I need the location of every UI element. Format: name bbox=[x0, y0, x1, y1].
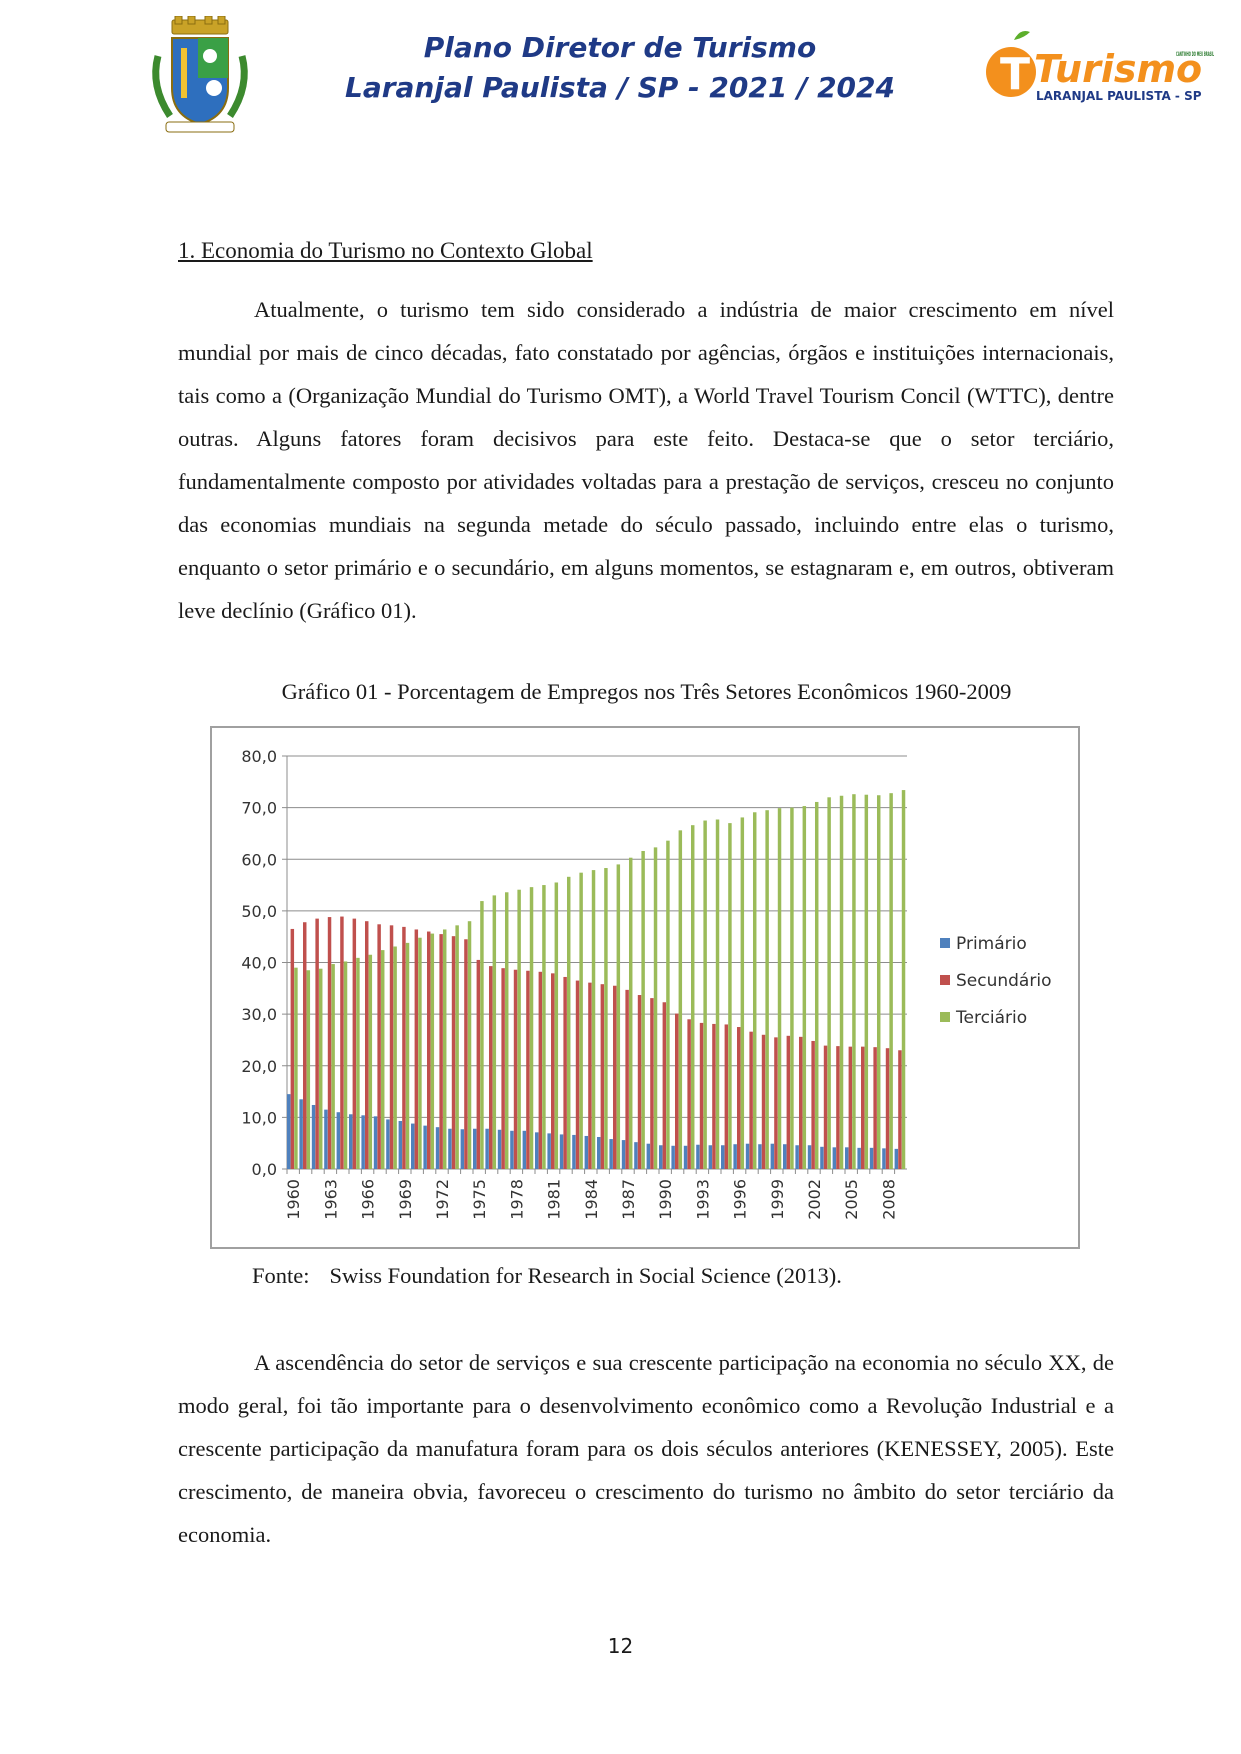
x-tick-label: 2008 bbox=[879, 1179, 899, 1220]
bar-terciário bbox=[319, 969, 322, 1169]
bar-terciário bbox=[294, 968, 297, 1169]
bar-primário bbox=[709, 1145, 712, 1169]
bar-primário bbox=[547, 1133, 550, 1169]
logo-place: LARANJAL PAULISTA - SP bbox=[1036, 89, 1202, 103]
bar-secundário bbox=[811, 1041, 814, 1169]
bar-secundário bbox=[712, 1024, 715, 1169]
legend-label: Terciário bbox=[956, 1008, 1028, 1028]
bar-terciário bbox=[517, 890, 520, 1169]
chart-source bbox=[252, 1263, 842, 1289]
bar-secundário bbox=[849, 1047, 852, 1169]
bar-primário bbox=[833, 1147, 836, 1169]
bar-secundário bbox=[526, 971, 529, 1169]
legend-swatch-secundário bbox=[940, 975, 950, 985]
bar-secundário bbox=[601, 984, 604, 1169]
bar-terciário bbox=[654, 847, 657, 1169]
x-tick-label: 1966 bbox=[358, 1179, 378, 1220]
x-tick-label: 2005 bbox=[842, 1179, 862, 1220]
bar-secundário bbox=[824, 1046, 827, 1169]
bar-secundário bbox=[886, 1048, 889, 1169]
bar-secundário bbox=[501, 968, 504, 1169]
bar-terciário bbox=[889, 793, 892, 1169]
bar-primário bbox=[733, 1144, 736, 1169]
bar-terciário bbox=[443, 929, 446, 1169]
bar-terciário bbox=[530, 887, 533, 1169]
bar-primário bbox=[795, 1145, 798, 1169]
bar-primário bbox=[448, 1129, 451, 1169]
bar-terciário bbox=[741, 817, 744, 1169]
bar-secundário bbox=[539, 972, 542, 1169]
bar-primário bbox=[312, 1105, 315, 1169]
x-tick-label: 1978 bbox=[507, 1179, 527, 1220]
bar-terciário bbox=[431, 934, 434, 1169]
bar-secundário bbox=[477, 960, 480, 1169]
bar-primário bbox=[436, 1127, 439, 1169]
section-heading: 1. Economia do Turismo no Contexto Global bbox=[178, 238, 593, 263]
legend-swatch-primário bbox=[940, 938, 950, 948]
bar-primário bbox=[684, 1146, 687, 1169]
document-title bbox=[320, 28, 920, 108]
x-tick-label: 1993 bbox=[693, 1179, 713, 1220]
document-title-line1: Plano Diretor de Turismo bbox=[423, 31, 817, 64]
bar-primário bbox=[882, 1148, 885, 1169]
bar-primário bbox=[696, 1145, 699, 1169]
bar-terciário bbox=[493, 895, 496, 1169]
bar-terciário bbox=[865, 795, 868, 1169]
bar-primário bbox=[399, 1121, 402, 1169]
bar-terciário bbox=[604, 868, 607, 1169]
bar-primário bbox=[485, 1129, 488, 1169]
x-tick-label: 1996 bbox=[730, 1179, 750, 1220]
bar-primário bbox=[671, 1146, 674, 1169]
bar-terciário bbox=[716, 819, 719, 1169]
bar-primário bbox=[808, 1145, 811, 1169]
x-tick-label: 1999 bbox=[767, 1179, 787, 1220]
x-tick-label: 2002 bbox=[805, 1179, 824, 1220]
chart-caption: Gráfico 01 - Porcentagem de Empregos nos Três Setores Econômicos 1960-2009 bbox=[281, 679, 1012, 704]
bar-terciário bbox=[765, 810, 768, 1169]
logo-word: Turismo bbox=[1034, 47, 1203, 91]
bar-primário bbox=[535, 1132, 538, 1169]
bar-terciário bbox=[815, 802, 818, 1169]
bar-secundário bbox=[898, 1050, 901, 1169]
bar-secundário bbox=[340, 917, 343, 1169]
x-tick-label: 1975 bbox=[470, 1179, 490, 1220]
bar-secundário bbox=[675, 1014, 678, 1169]
bar-primário bbox=[820, 1147, 823, 1169]
bar-terciário bbox=[778, 808, 781, 1169]
bar-secundário bbox=[328, 917, 331, 1169]
x-tick-label: 1969 bbox=[395, 1179, 415, 1220]
bar-primário bbox=[647, 1144, 650, 1169]
turismo-logo bbox=[984, 26, 1216, 108]
x-tick-label: 1981 bbox=[544, 1179, 564, 1220]
bar-primário bbox=[287, 1094, 290, 1169]
bar-secundário bbox=[563, 977, 566, 1169]
bar-terciário bbox=[728, 823, 731, 1169]
bar-secundário bbox=[427, 932, 430, 1169]
bar-terciário bbox=[567, 877, 570, 1169]
bar-secundário bbox=[625, 990, 628, 1169]
bar-secundário bbox=[749, 1032, 752, 1169]
y-tick-label: 40,0 bbox=[241, 953, 277, 973]
x-tick-label: 1963 bbox=[321, 1179, 341, 1220]
bar-primário bbox=[510, 1131, 513, 1169]
bar-terciário bbox=[555, 882, 558, 1169]
bar-terciário bbox=[629, 858, 632, 1169]
bar-primário bbox=[349, 1114, 352, 1169]
bar-secundário bbox=[365, 921, 368, 1169]
employment-sector-chart bbox=[212, 728, 1078, 1247]
bar-secundário bbox=[353, 919, 356, 1169]
legend-label: Secundário bbox=[956, 971, 1052, 991]
y-tick-label: 30,0 bbox=[241, 1005, 277, 1025]
legend-swatch-terciário bbox=[940, 1012, 950, 1022]
x-tick-label: 1972 bbox=[433, 1179, 452, 1220]
bar-secundário bbox=[415, 929, 418, 1169]
bar-secundário bbox=[464, 939, 467, 1169]
bar-secundário bbox=[377, 924, 380, 1169]
bar-primário bbox=[758, 1144, 761, 1169]
bar-primário bbox=[857, 1148, 860, 1169]
bar-secundário bbox=[514, 970, 517, 1169]
bar-secundário bbox=[613, 986, 616, 1169]
bar-terciário bbox=[803, 806, 806, 1169]
bar-terciário bbox=[406, 943, 409, 1169]
logo-tagline: CANTINHO DO MEU BRASIL bbox=[1176, 50, 1214, 58]
bar-primário bbox=[721, 1145, 724, 1169]
bar-terciário bbox=[480, 901, 483, 1169]
bar-terciário bbox=[369, 955, 372, 1169]
bar-secundário bbox=[551, 973, 554, 1169]
bar-terciário bbox=[902, 790, 905, 1169]
bar-terciário bbox=[381, 950, 384, 1169]
bar-primário bbox=[498, 1130, 501, 1169]
bar-terciário bbox=[592, 870, 595, 1169]
bar-secundário bbox=[725, 1024, 728, 1169]
x-tick-label: 1987 bbox=[619, 1179, 638, 1220]
bar-secundário bbox=[291, 929, 294, 1169]
bar-secundário bbox=[489, 966, 492, 1169]
bar-primário bbox=[622, 1140, 625, 1169]
bar-terciário bbox=[703, 821, 706, 1169]
y-tick-label: 10,0 bbox=[241, 1108, 277, 1128]
bar-secundário bbox=[452, 936, 455, 1169]
municipal-coat-of-arms bbox=[140, 16, 260, 136]
bar-primário bbox=[659, 1145, 662, 1169]
y-tick-label: 0,0 bbox=[251, 1160, 277, 1179]
bar-primário bbox=[870, 1148, 873, 1169]
bar-terciário bbox=[840, 796, 843, 1169]
y-tick-label: 50,0 bbox=[241, 901, 277, 921]
bar-secundário bbox=[439, 934, 442, 1169]
bar-secundário bbox=[836, 1046, 839, 1169]
bar-primário bbox=[572, 1135, 575, 1169]
bar-secundário bbox=[303, 922, 306, 1169]
bar-terciário bbox=[877, 795, 880, 1169]
bar-primário bbox=[386, 1119, 389, 1169]
bar-secundário bbox=[700, 1023, 703, 1169]
bar-secundário bbox=[638, 995, 641, 1169]
bar-secundário bbox=[762, 1035, 765, 1169]
source-text: Swiss Foundation for Research in Social Science (2013). bbox=[329, 1263, 842, 1288]
bar-terciário bbox=[641, 851, 644, 1169]
bar-primário bbox=[473, 1129, 476, 1169]
bar-primário bbox=[461, 1129, 464, 1169]
document-title-line2: Laranjal Paulista / SP - 2021 / 2024 bbox=[344, 71, 896, 104]
bar-primário bbox=[411, 1124, 414, 1169]
x-tick-label: 1990 bbox=[656, 1179, 676, 1220]
leaf-icon bbox=[1014, 31, 1030, 40]
bar-primário bbox=[634, 1142, 637, 1169]
bar-secundário bbox=[588, 983, 591, 1169]
source-label: Fonte: bbox=[252, 1263, 310, 1288]
bar-primário bbox=[746, 1144, 749, 1169]
bar-secundário bbox=[663, 1002, 666, 1169]
bar-primário bbox=[324, 1110, 327, 1169]
bar-secundário bbox=[774, 1037, 777, 1169]
bar-secundário bbox=[576, 981, 579, 1169]
bar-terciário bbox=[331, 964, 334, 1169]
chart-frame bbox=[210, 726, 1080, 1249]
bar-primário bbox=[771, 1144, 774, 1169]
legend-label: Primário bbox=[956, 934, 1027, 954]
bar-terciário bbox=[307, 970, 310, 1169]
bar-secundário bbox=[873, 1047, 876, 1169]
bar-primário bbox=[361, 1115, 364, 1169]
paragraph-2: A ascendência do setor de serviços e sua crescente participação na economia no século XX, de modo geral, foi tão importante para o desenvolvimento econômico como a Revolução Industrial e a crescente participação da manufatura foram para os dois séculos anteriores (KENESSEY, 2005). Este crescimento, de maneira obvia, favoreceu o crescimento do turismo no âmbito do setor terciário da economia. bbox=[178, 1350, 1114, 1547]
bar-terciário bbox=[691, 825, 694, 1169]
bar-secundário bbox=[737, 1027, 740, 1169]
bar-primário bbox=[783, 1144, 786, 1169]
bar-primário bbox=[299, 1099, 302, 1169]
y-tick-label: 80,0 bbox=[241, 747, 277, 766]
bar-secundário bbox=[687, 1019, 690, 1169]
bar-terciário bbox=[542, 885, 545, 1169]
y-tick-label: 60,0 bbox=[241, 850, 277, 870]
bar-secundário bbox=[315, 919, 318, 1169]
bar-primário bbox=[609, 1139, 612, 1169]
bar-terciário bbox=[753, 812, 756, 1169]
paragraph-1: Atualmente, o turismo tem sido considerado a indústria de maior crescimento em nível mundial por mais de cinco décadas, fato constatado por agências, órgãos e instituições internacionais, tais como a (Organização Mundial do Turismo OMT), a World Travel Tourism Concil (WTTC), dentre outras. Alguns fatores foram decisivos para este feito. Destaca-se que o setor terciário, fundamentalmente composto por atividades voltadas para a prestação de serviços, cresceu no conjunto das economias mundiais na segunda metade do século passado, incluindo entre elas o turismo, enquanto o setor primário e o secundário, em alguns momentos, se estagnaram e, em outros, obtiveram leve declínio (Gráfico 01). bbox=[178, 297, 1114, 623]
bar-terciário bbox=[666, 841, 669, 1169]
bar-primário bbox=[597, 1137, 600, 1169]
bar-terciário bbox=[344, 961, 347, 1169]
x-tick-label: 1960 bbox=[284, 1179, 304, 1220]
bar-terciário bbox=[852, 794, 855, 1169]
bar-terciário bbox=[505, 892, 508, 1169]
bar-primário bbox=[895, 1149, 898, 1169]
bar-secundário bbox=[402, 927, 405, 1169]
bar-secundário bbox=[390, 925, 393, 1169]
bar-terciário bbox=[455, 925, 458, 1169]
bar-primário bbox=[523, 1131, 526, 1169]
bar-secundário bbox=[650, 998, 653, 1169]
bar-terciário bbox=[468, 921, 471, 1169]
page-number: 12 bbox=[607, 1634, 634, 1658]
bar-terciário bbox=[790, 808, 793, 1169]
bar-terciário bbox=[356, 958, 359, 1169]
bar-primário bbox=[560, 1134, 563, 1169]
bar-primário bbox=[337, 1112, 340, 1169]
bar-secundário bbox=[861, 1047, 864, 1169]
y-tick-label: 20,0 bbox=[241, 1056, 277, 1076]
bar-terciário bbox=[579, 873, 582, 1169]
bar-terciário bbox=[679, 830, 682, 1169]
bar-primário bbox=[845, 1147, 848, 1169]
bar-secundário bbox=[799, 1037, 802, 1169]
y-tick-label: 70,0 bbox=[241, 798, 277, 818]
bar-primário bbox=[423, 1126, 426, 1169]
bar-primário bbox=[374, 1116, 377, 1169]
bar-terciário bbox=[617, 864, 620, 1169]
bar-terciário bbox=[827, 797, 830, 1169]
bar-terciário bbox=[393, 946, 396, 1169]
bar-primário bbox=[585, 1136, 588, 1169]
svg-text:T: T bbox=[1000, 49, 1031, 100]
x-tick-label: 1984 bbox=[581, 1179, 601, 1220]
bar-terciário bbox=[418, 938, 421, 1169]
bar-secundário bbox=[787, 1036, 790, 1169]
